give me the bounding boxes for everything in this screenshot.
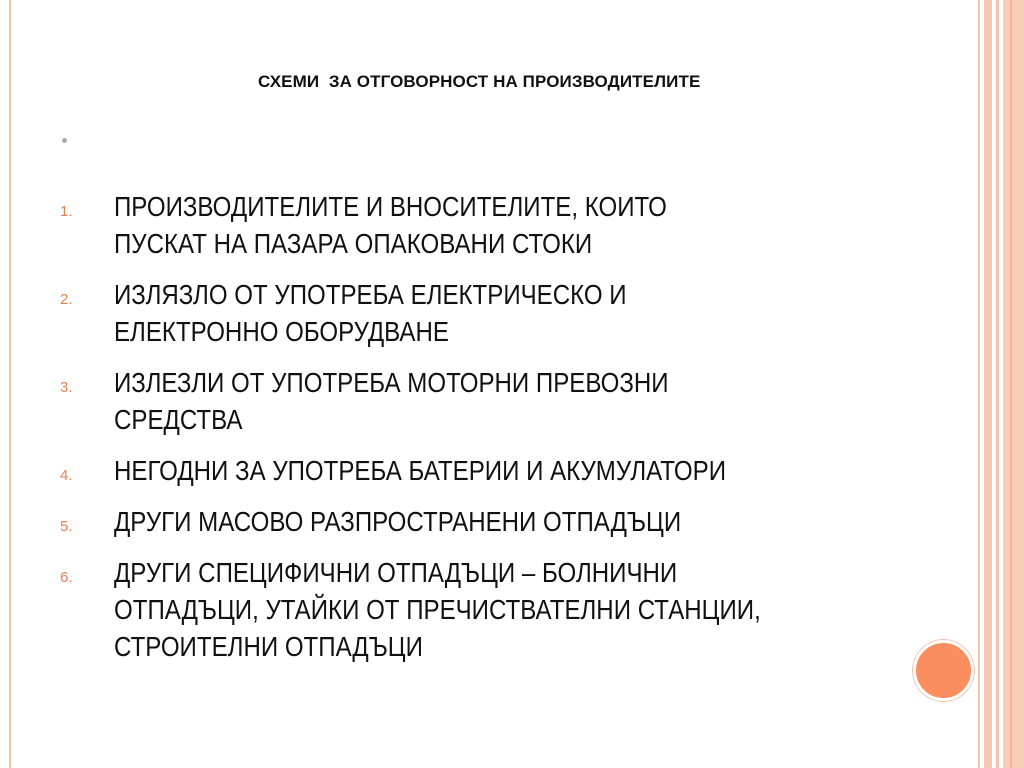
list-item-line: ДРУГИ СПЕЦИФИЧНИ ОТПАДЪЦИ – БОЛНИЧНИ	[114, 557, 678, 588]
list-item-line: СТРОИТЕЛНИ ОТПАДЪЦИ	[114, 631, 423, 662]
right-stripe-decoration	[1010, 0, 1012, 768]
list-item	[60, 276, 900, 350]
list-item-line: ОТПАДЪЦИ, УТАЙКИ ОТ ПРЕЧИСТВАТЕЛНИ СТАНЦИИ,	[114, 594, 761, 625]
list-item	[60, 364, 900, 438]
numbered-list	[60, 188, 900, 679]
empty-bullet-icon	[62, 138, 67, 143]
list-item-text	[114, 276, 790, 350]
list-item-line: ЕЛЕКТРОННО ОБОРУДВАНЕ	[114, 316, 449, 347]
list-item-text	[114, 188, 790, 262]
list-item-line: НЕГОДНИ ЗА УПОТРЕБА БАТЕРИИ И АКУМУЛАТОРИ	[114, 455, 727, 486]
list-item-line: ДРУГИ МАСОВО РАЗПРОСТРАНЕНИ ОТПАДЪЦИ	[114, 506, 682, 537]
list-item-text	[114, 452, 790, 489]
list-item	[60, 554, 900, 665]
list-item-line: ИЗЛЯЗЛО ОТ УПОТРЕБА ЕЛЕКТРИЧЕСКО И	[114, 279, 627, 310]
right-stripe-decoration	[996, 0, 999, 768]
right-stripe-decoration	[978, 0, 980, 768]
list-item-number: 6.	[60, 569, 73, 586]
right-stripe-decoration	[1003, 0, 1024, 768]
slide-title: СХЕМИ ЗА ОТГОВОРНОСТ НА ПРОИЗВОДИТЕЛИТЕ	[258, 72, 701, 91]
right-stripe-decoration	[984, 0, 992, 768]
list-item-number: 2.	[60, 291, 73, 308]
decorative-circle-icon	[913, 640, 974, 701]
list-item-number: 3.	[60, 379, 73, 396]
left-border-line	[9, 0, 11, 768]
list-item	[60, 188, 900, 262]
list-item-number: 1.	[60, 203, 73, 220]
list-item	[60, 452, 900, 489]
list-item-text	[114, 503, 790, 540]
list-item-line: ПРОИЗВОДИТЕЛИТЕ И ВНОСИТЕЛИТЕ, КОИТО	[114, 191, 667, 222]
list-item-line: ПУСКАТ НА ПАЗАРА ОПАКОВАНИ СТОКИ	[114, 228, 593, 259]
list-item-text	[114, 364, 790, 438]
list-item-line: ИЗЛЕЗЛИ ОТ УПОТРЕБА МОТОРНИ ПРЕВОЗНИ	[114, 367, 669, 398]
list-item-number: 5.	[60, 518, 73, 535]
list-item-number: 4.	[60, 467, 73, 484]
list-item	[60, 503, 900, 540]
list-item-line: СРЕДСТВА	[114, 404, 243, 435]
list-item-text	[114, 554, 790, 665]
